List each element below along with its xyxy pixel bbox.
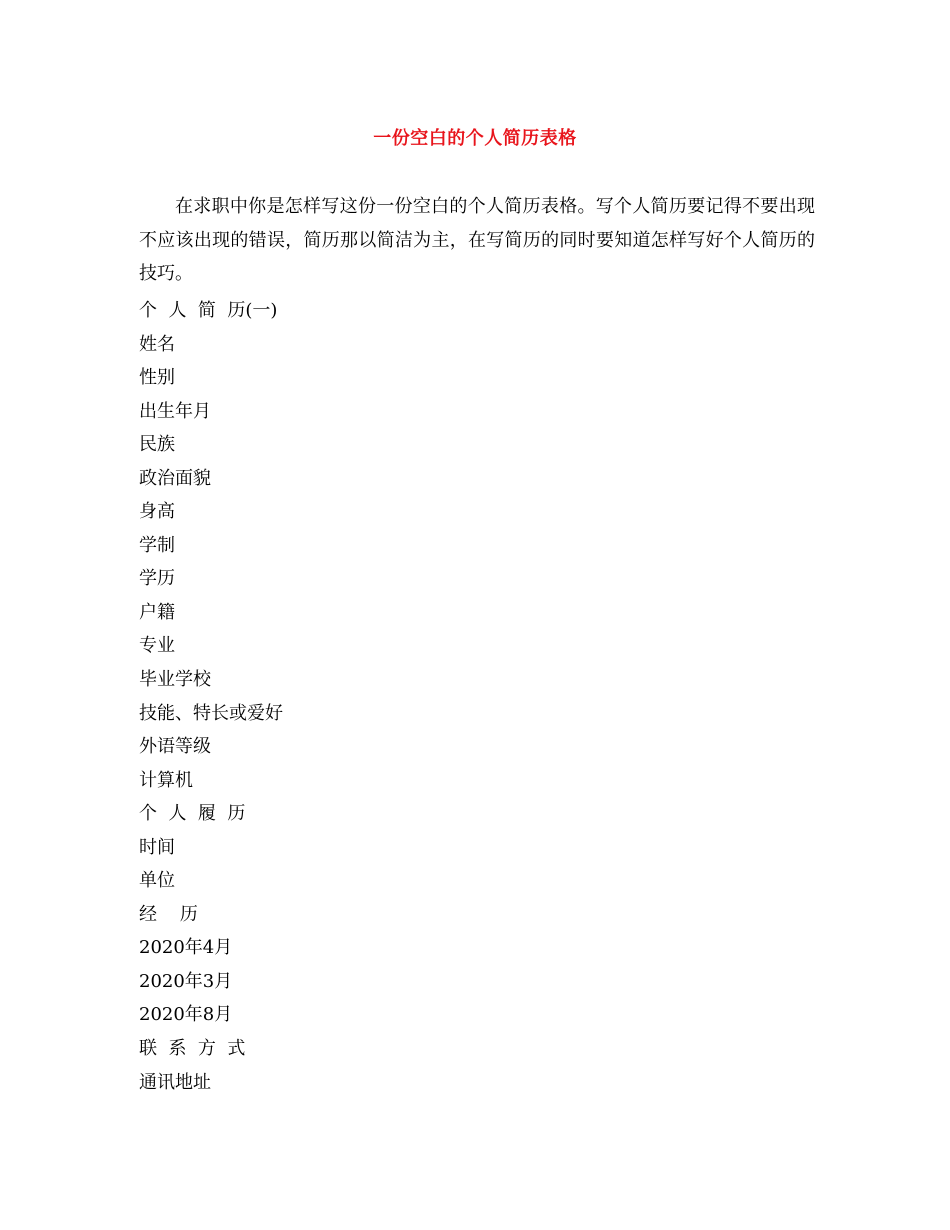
section-heading-experience: 个 人 履 历	[139, 803, 246, 825]
field-name: 姓名	[139, 333, 175, 355]
field-graduate-school: 毕业学校	[139, 669, 211, 691]
field-height: 身高	[139, 501, 175, 523]
field-skills: 技能、特长或爱好	[139, 702, 283, 724]
section-heading-resume: 个 人 简 历(一)	[139, 300, 278, 321]
field-language-level: 外语等级	[139, 736, 211, 758]
date-entry: 2020年3月	[139, 970, 233, 992]
field-schooling-length: 学制	[139, 534, 175, 556]
field-political-status: 政治面貌	[139, 467, 211, 489]
field-gender: 性别	[139, 367, 175, 389]
date-entry: 2020年8月	[139, 1004, 233, 1026]
field-experience: 经 历	[139, 903, 198, 925]
document-title: 一份空白的个人简历表格	[373, 128, 577, 149]
field-major: 专业	[139, 635, 175, 657]
field-time: 时间	[139, 836, 175, 858]
intro-paragraph: 在求职中你是怎样写这份一份空白的个人简历表格。写个人简历要记得不要出现不应该出现的错误，简历那以简洁为主，在写简历的同时要知道怎样写好个人简历的技巧。	[139, 196, 815, 284]
field-birth-date: 出生年月	[139, 400, 211, 422]
field-household-registration: 户籍	[139, 601, 175, 623]
field-mailing-address: 通讯地址	[139, 1071, 211, 1093]
section-heading-contact: 联 系 方 式	[139, 1038, 246, 1060]
field-computer: 计算机	[139, 769, 193, 791]
resume-field-list	[139, 294, 815, 1099]
field-education: 学历	[139, 568, 175, 590]
date-entry: 2020年4月	[139, 937, 233, 959]
field-unit: 单位	[139, 870, 175, 892]
field-ethnicity: 民族	[139, 434, 175, 456]
